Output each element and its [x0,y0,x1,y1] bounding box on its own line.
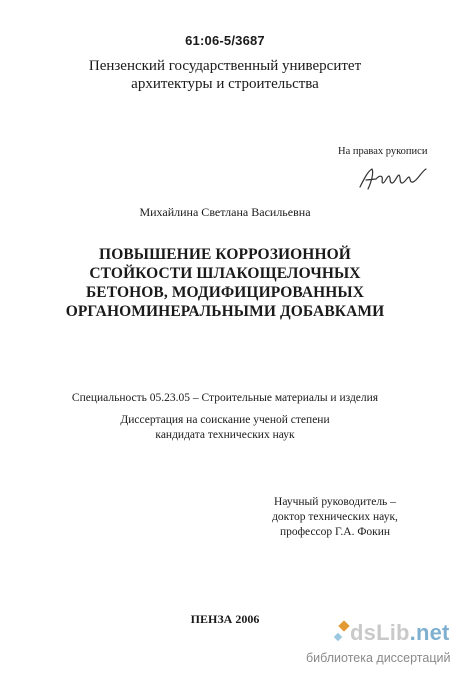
watermark-logo-tld: .net [409,620,450,645]
degree-line-2: кандидата технических наук [155,429,295,441]
watermark-subtitle: библиотека диссертаций [306,651,450,665]
university-name [0,57,450,93]
university-line-1: Пензенский государственный университет [88,58,362,74]
city-year: ПЕНЗА 2006 [190,612,260,626]
university-line-2: архитектуры и строительства [131,76,319,92]
catalog-code: 61:06-5/3687 [185,33,265,48]
degree-statement [0,413,450,443]
watermark [300,620,450,672]
dissertation-title [0,245,450,321]
author-name: Михайлина Светлана Васильевна [139,205,311,219]
degree-line-1: Диссертация на соискание ученой степени [120,414,330,426]
signature-icon [356,163,430,193]
title-line-3: БЕТОНОВ, МОДИФИЦИРОВАННЫХ [85,284,365,301]
watermark-logo-main: dsLib [350,620,410,645]
title-line-4: ОРГАНОМИНЕРАЛЬНЫМИ ДОБАВКАМИ [65,303,385,320]
advisor-line-1: Научный руководитель – [274,496,396,508]
scientific-advisor [240,495,430,540]
watermark-logo [350,620,450,646]
manuscript-rights-note: На правах рукописи [338,146,428,157]
advisor-line-2: доктор технических наук, [272,511,398,523]
title-line-2: СТОЙКОСТИ ШЛАКОЩЕЛОЧНЫХ [89,265,361,282]
specialty-line: Специальность 05.23.05 – Строительные материалы и изделия [71,392,379,404]
watermark-orange-dot-icon [338,620,349,631]
watermark-blue-dot-icon [334,633,342,641]
advisor-line-3: профессор Г.А. Фокин [279,526,391,538]
title-line-1: ПОВЫШЕНИЕ КОРРОЗИОННОЙ [99,246,351,263]
